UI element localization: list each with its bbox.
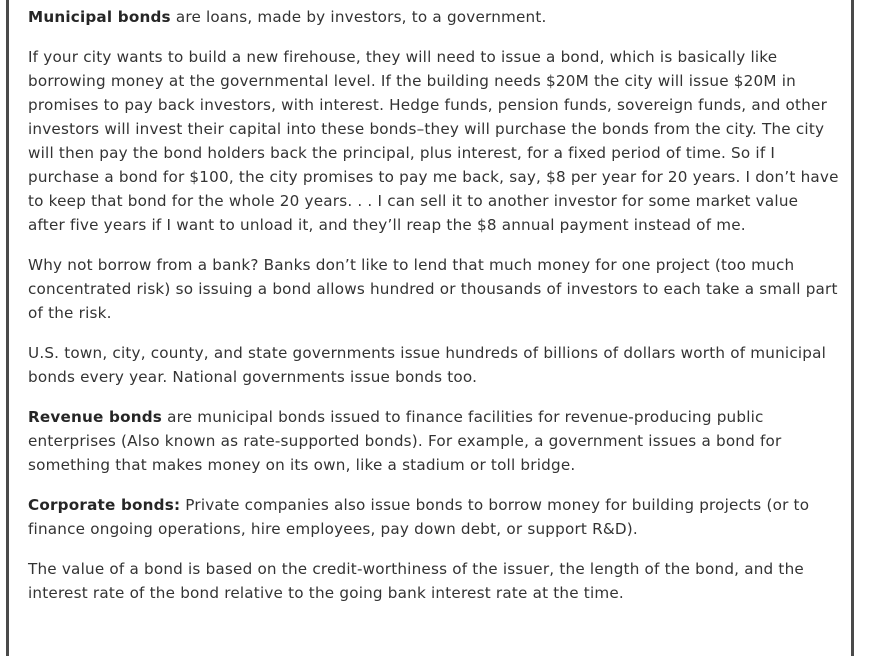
term-revenue-bonds: Revenue bonds (28, 408, 163, 426)
paragraph-text: are loans, made by investors, to a government. (170, 8, 547, 26)
article-body (28, 5, 840, 621)
paragraph-text: Private companies also issue bonds to borrow money for building projects (or to finance ongoing operations, hire employees, pay down debt, or support R&D). (28, 496, 810, 538)
paragraph-firehouse-example: If your city wants to build a new firehouse, they will need to issue a bond, which is basically like borrowing money at the governmental level. If the building needs $20M the city will issue $20M in promises to pay back investors, with interest. Hedge funds, pension funds, sovereign funds, and other investors will invest their capital into these bonds–they will purchase the bonds from the city. The city will then pay the bond holders back the principal, plus interest, for a fixed period of time. So if I purchase a bond for $100, the city promises to pay me back, say, $8 per year for 20 years. I don’t have to keep that bond for the whole 20 years. . . I can sell it to another investor for some market value after five years if I want to unload it, and they’ll reap the $8 annual payment instead of me. (28, 48, 839, 234)
paragraph-why-not-bank: Why not borrow from a bank? Banks don’t like to lend that much money for one project (too much concentrated risk) so issuing a bond allows hundred or thousands of investors to each take a small part of the risk. (28, 256, 838, 322)
term-municipal-bonds: Municipal bonds (28, 8, 171, 26)
paragraph-corporate-bonds (28, 493, 840, 541)
paragraph-bond-value: The value of a bond is based on the credit-worthiness of the issuer, the length of the bond, and the interest rate of the bond relative to the going bank interest rate at the time. (28, 560, 804, 602)
paragraph-municipal-bonds (28, 5, 840, 29)
paragraph-revenue-bonds (28, 405, 840, 477)
paragraph-us-governments: U.S. town, city, county, and state governments issue hundreds of billions of dollars worth of municipal bonds every year. National governments issue bonds too. (28, 344, 827, 386)
paragraph-text: are municipal bonds issued to finance facilities for revenue-producing public enterprises (Also known as rate-supported bonds). For example, a government issues a bond for something that makes money on its own, like a stadium or toll bridge. (28, 408, 782, 474)
term-corporate-bonds: Corporate bonds: (28, 496, 181, 514)
